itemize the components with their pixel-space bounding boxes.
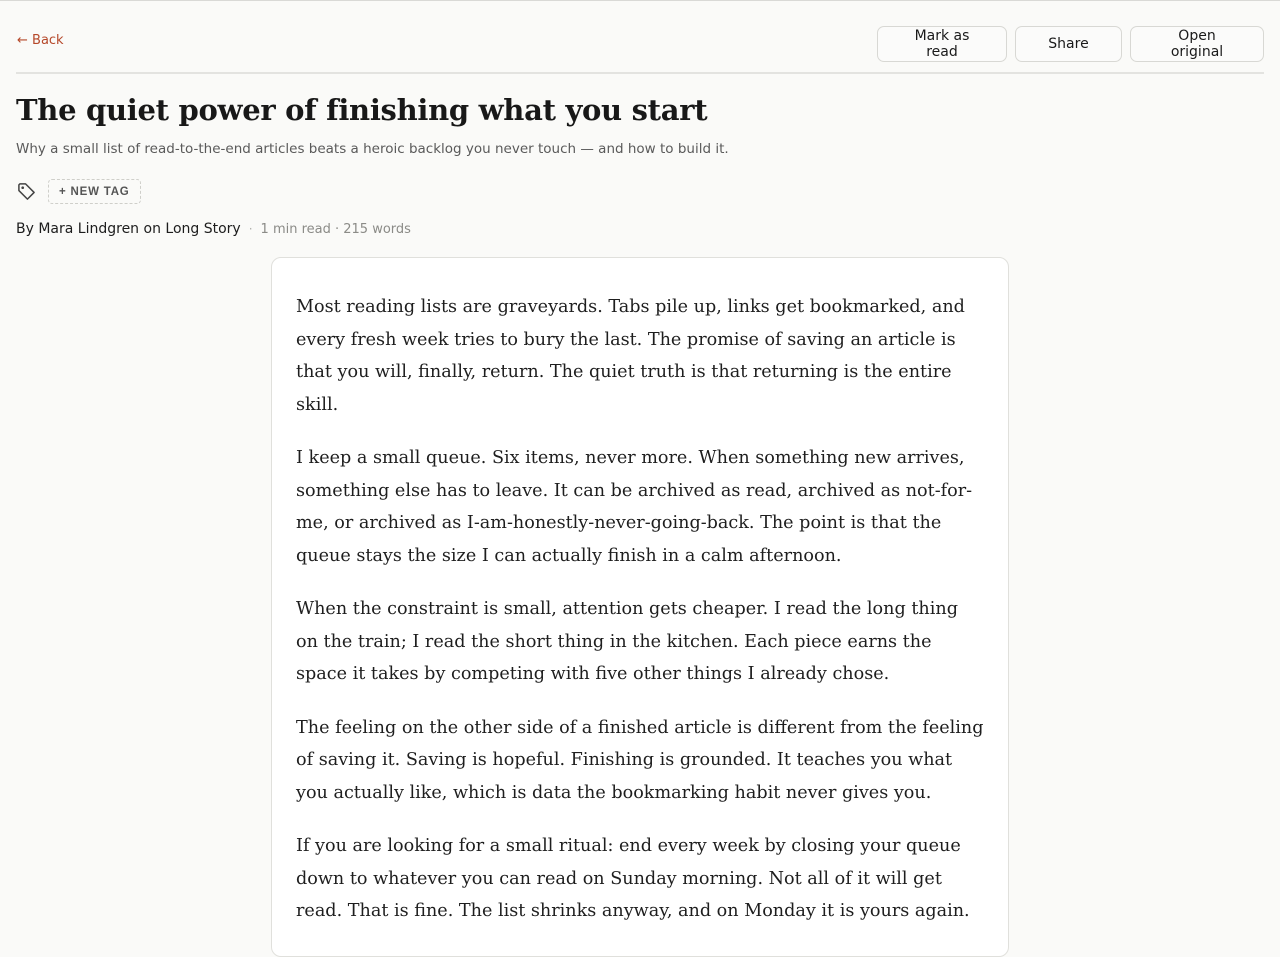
back-link[interactable]: ← Back: [17, 33, 64, 48]
byline: [16, 221, 411, 237]
article-paragraph: Most reading lists are graveyards. Tabs pile up, links get bookmarked, and every fresh week tries to bury the last. The promise of saving an article is that you will, finally, return. The quiet truth is that returning is the entire skill.: [296, 297, 965, 415]
reading-meta: 1 min read · 215 words: [260, 221, 411, 237]
article-subtitle: Why a small list of read-to-the-end articles beats a heroic backlog you never touch — and how to build it.: [16, 141, 729, 157]
byline-separator: ·: [248, 222, 253, 236]
article-paragraph: If you are looking for a small ritual: end every week by closing your queue down to whatever you can read on Sunday morning. Not all of it will get read. That is fine. The list shrinks anyway, and on Monday it is yours again.: [296, 836, 970, 921]
open-original-button[interactable]: Open original: [1130, 26, 1264, 62]
mark-as-read-button[interactable]: Mark as read: [877, 26, 1007, 62]
reader-toolbar: [16, 1, 1264, 74]
article-body-card: [271, 257, 1009, 957]
tag-row: [16, 179, 141, 204]
article-paragraph: I keep a small queue. Six items, never more. When something new arrives, something else has to leave. It can be archived as read, archived as not-for-me, or archived as I-am-honestly-never-going-back. The point is that the queue stays the size I can actually finish in a calm afternoon.: [296, 448, 973, 566]
article-paragraph: When the constraint is small, attention gets cheaper. I read the long thing on the train; I read the short thing in the kitchen. Each piece earns the space it takes by competing with five other things I already chose.: [296, 599, 958, 684]
tag-icon: [16, 181, 36, 203]
new-tag-button[interactable]: + NEW TAG: [48, 179, 141, 204]
share-button[interactable]: Share: [1015, 26, 1122, 62]
article-title: The quiet power of finishing what you start: [16, 93, 708, 127]
article-paragraph: The feeling on the other side of a finished article is different from the feeling of saving it. Saving is hopeful. Finishing is grounded. It teaches you what you actually like, which is data the bookmarking habit never gives you.: [296, 717, 984, 803]
toolbar-actions: [877, 26, 1264, 62]
byline-author: By Mara Lindgren on Long Story: [16, 221, 241, 237]
